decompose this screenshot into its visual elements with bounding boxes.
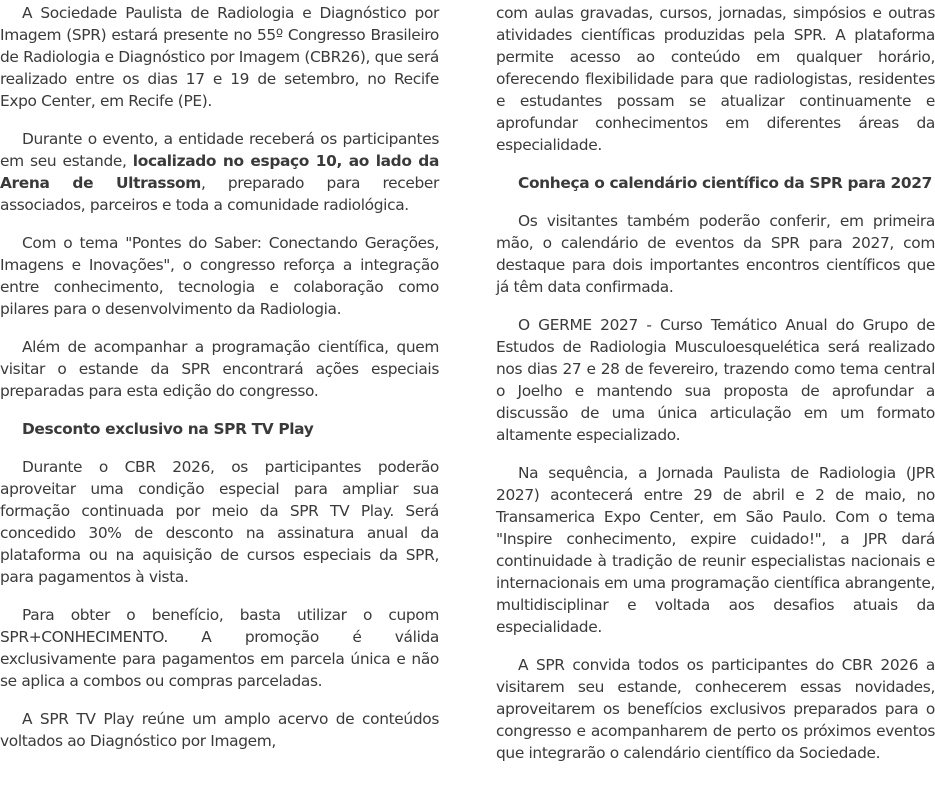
paragraph-intro: A Sociedade Paulista de Radiologia e Diagnóstico por Imagem (SPR) estará presente no 55º Congresso Brasileiro de Radiologia e Diagnóstico por Imagem (CBR26), que será realizado entre os dias 17 e 19 de setembro, no Recife Expo Center, em Recife (PE). bbox=[0, 4, 439, 110]
paragraph-tvplay-start: A SPR TV Play reúne um amplo acervo de conteúdos voltados ao Diagnóstico por Imagem, bbox=[0, 710, 439, 750]
paragraph-germe: O GERME 2027 - Curso Temático Anual do Grupo de Estudos de Radiologia Musculoesquelética será realizado nos dias 27 e 28 de fevereiro, trazendo como tema central o Joelho e mantendo sua proposta de aprofundar a discussão de uma única articulação em um formato altamente especializado. bbox=[496, 316, 935, 444]
booth-text-start: Durante o evento, a entidade receberá os participantes em seu estande, bbox=[0, 130, 439, 170]
paragraph-tvplay-continued: com aulas gravadas, cursos, jornadas, simpósios e outras atividades científicas produzidas pela SPR. A plataforma permite acesso ao conteúdo em qualquer horário, oferecendo flexibilidade para que radiologistas, residentes e estudantes possam se atualizar continuamente e aprofundar conhecimentos em diferentes áreas da especialidade. bbox=[496, 4, 935, 154]
booth-location: localizado no espaço 10, ao lado da Arena de Ultrassom bbox=[0, 152, 439, 192]
right-column bbox=[496, 2, 935, 809]
paragraph-actions: Além de acompanhar a programação científica, quem visitar o estande da SPR encontrará ações especiais preparadas para esta edição do congresso. bbox=[0, 338, 439, 400]
paragraph-booth bbox=[0, 128, 439, 216]
paragraph-visitors: Os visitantes também poderão conferir, em primeira mão, o calendário de eventos da SPR para 2027, com destaque para dois importantes encontros científicos que já têm data confirmada. bbox=[496, 212, 935, 296]
section-heading-calendar: Conheça o calendário científico da SPR para 2027 bbox=[518, 174, 932, 192]
paragraph-jpr: Na sequência, a Jornada Paulista de Radiologia (JPR 2027) acontecerá entre 29 de abril e 2 de maio, no Transamerica Expo Center, em São Paulo. Com o tema "Inspire conhecimento, expire cuidado!", a JPR dará continuidade à tradição de reunir especialistas nacionais e internacionais em uma programação científica abrangente, multidisciplinar e voltada aos desafios atuais da especialidade. bbox=[496, 464, 935, 636]
paragraph-discount: Durante o CBR 2026, os participantes poderão aproveitar uma condição especial para ampliar sua formação continuada por meio da SPR TV Play. Será concedido 30% de desconto na assinatura anual da plataforma ou na aquisição de cursos especiais da SPR, para pagamentos à vista. bbox=[0, 458, 439, 586]
left-column bbox=[0, 2, 439, 809]
paragraph-coupon: Para obter o benefício, basta utilizar o cupom SPR+CONHECIMENTO. A promoção é válida exclusivamente para pagamentos em parcela única e não se aplica a combos ou compras parceladas. bbox=[0, 606, 439, 690]
paragraph-invitation: A SPR convida todos os participantes do CBR 2026 a visitarem seu estande, conhecerem essas novidades, aproveitarem os benefícios exclusivos preparados para o congresso e acompanharem de perto os próximos eventos que integrarão o calendário científico da Sociedade. bbox=[496, 656, 935, 762]
section-heading-discount: Desconto exclusivo na SPR TV Play bbox=[22, 420, 314, 438]
booth-text-end: , preparado para receber associados, parceiros e toda a comunidade radiológica. bbox=[0, 174, 439, 214]
paragraph-theme: Com o tema "Pontes do Saber: Conectando Gerações, Imagens e Inovações", o congresso reforça a integração entre conhecimento, tecnologia e colaboração como pilares para o desenvolvimento da Radiologia. bbox=[0, 234, 439, 318]
